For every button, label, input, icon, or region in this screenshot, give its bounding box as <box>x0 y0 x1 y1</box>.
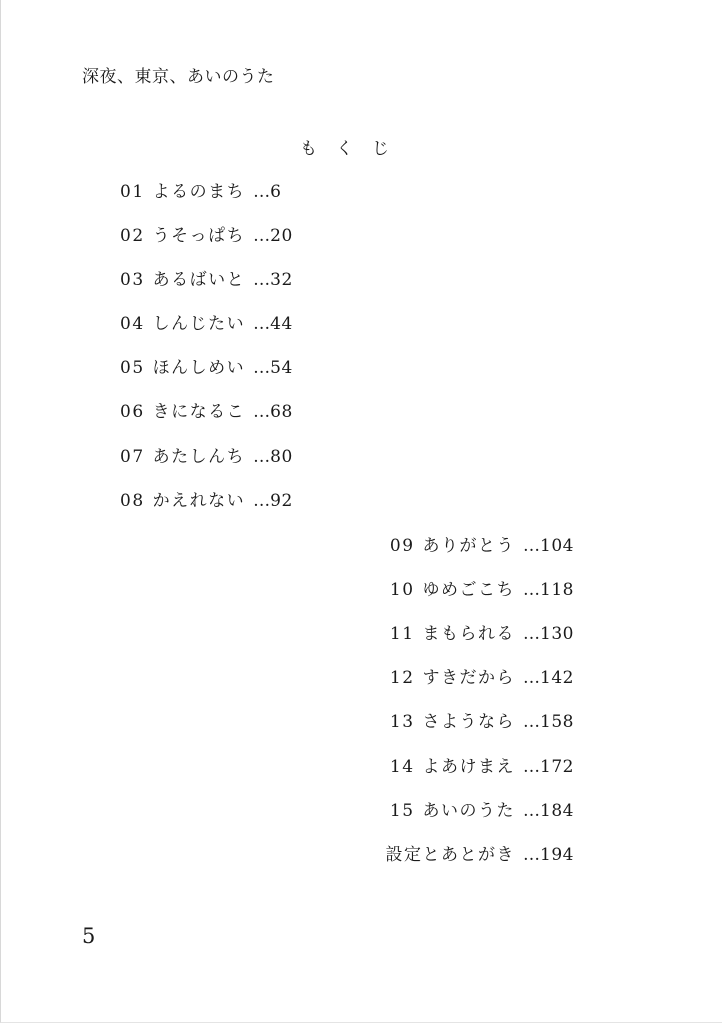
toc-entry <box>120 224 293 248</box>
chapter-number: 06 <box>120 402 145 422</box>
chapter-page: 172 <box>540 757 574 777</box>
chapter-number: 04 <box>120 314 145 334</box>
chapter-page: 20 <box>270 226 293 246</box>
chapter-page: 130 <box>540 624 574 644</box>
chapter-number: 05 <box>120 358 145 378</box>
chapter-number: 14 <box>389 757 415 777</box>
toc-entry <box>120 268 293 292</box>
toc-entry <box>390 710 574 734</box>
chapter-page: 80 <box>270 447 293 467</box>
chapter-title: ゆめごこち <box>422 580 516 600</box>
chapter-title: ほんしめい <box>152 358 246 378</box>
chapter-number: 10 <box>389 580 415 600</box>
toc-entry <box>390 666 574 690</box>
chapter-title: あいのうた <box>422 801 516 821</box>
toc-entry <box>120 312 293 336</box>
chapter-title: あるばいと <box>152 270 246 290</box>
chapter-title: すきだから <box>422 668 516 688</box>
leader-dots: … <box>523 757 541 777</box>
book-title: 深夜、東京、あいのうた <box>82 67 275 87</box>
chapter-number: 11 <box>389 624 415 644</box>
chapter-number: 13 <box>389 712 415 732</box>
chapter-title: うそっぱち <box>152 226 246 246</box>
chapter-page: 118 <box>540 580 574 600</box>
leader-dots: … <box>523 845 541 865</box>
toc-entry <box>390 622 574 646</box>
chapter-title: よあけまえ <box>422 757 516 777</box>
toc-entry <box>390 755 574 779</box>
chapter-title: あたしんち <box>152 447 246 467</box>
leader-dots: … <box>253 447 271 467</box>
chapter-number: 09 <box>389 536 415 556</box>
leader-dots: … <box>253 182 271 202</box>
leader-dots: … <box>523 580 541 600</box>
leader-dots: … <box>253 358 271 378</box>
toc-entry <box>120 180 281 204</box>
chapter-title: さようなら <box>422 712 516 732</box>
leader-dots: … <box>253 226 271 246</box>
chapter-page: 184 <box>540 801 574 821</box>
chapter-number: 03 <box>120 270 145 290</box>
chapter-page: 158 <box>540 712 574 732</box>
afterword-page: 194 <box>540 845 574 865</box>
chapter-page: 104 <box>540 536 574 556</box>
chapter-title: まもられる <box>422 624 516 644</box>
toc-entry <box>390 799 574 823</box>
leader-dots: … <box>523 668 541 688</box>
chapter-title: しんじたい <box>152 314 246 334</box>
chapter-page: 54 <box>270 358 293 378</box>
toc-heading: もくじ <box>300 139 408 159</box>
toc-entry <box>120 400 293 424</box>
chapter-number: 02 <box>120 226 145 246</box>
leader-dots: … <box>253 491 271 511</box>
leader-dots: … <box>523 801 541 821</box>
leader-dots: … <box>523 536 541 556</box>
afterword-title: 設定とあとがき <box>385 845 516 865</box>
chapter-page: 6 <box>270 182 282 202</box>
chapter-title: きになるこ <box>152 402 246 422</box>
chapter-page: 92 <box>270 491 293 511</box>
leader-dots: … <box>523 712 541 732</box>
toc-entry <box>390 534 574 558</box>
toc-entry <box>120 445 293 469</box>
chapter-number: 07 <box>120 447 145 467</box>
chapter-page: 44 <box>270 314 293 334</box>
leader-dots: … <box>253 314 271 334</box>
toc-entry <box>120 489 293 513</box>
leader-dots: … <box>523 624 541 644</box>
chapter-page: 142 <box>540 668 574 688</box>
chapter-page: 32 <box>270 270 293 290</box>
leader-dots: … <box>253 402 271 422</box>
chapter-number: 08 <box>120 491 145 511</box>
chapter-title: かえれない <box>152 491 246 511</box>
page-number: 5 <box>82 924 96 948</box>
chapter-number: 01 <box>120 182 145 202</box>
chapter-page: 68 <box>270 402 293 422</box>
chapter-title: ありがとう <box>422 536 516 556</box>
chapter-number: 12 <box>389 668 415 688</box>
leader-dots: … <box>253 270 271 290</box>
toc-entry <box>120 356 293 380</box>
toc-entry <box>390 578 574 602</box>
chapter-number: 15 <box>389 801 415 821</box>
chapter-title: よるのまち <box>152 182 246 202</box>
toc-entry-afterword <box>386 843 574 867</box>
